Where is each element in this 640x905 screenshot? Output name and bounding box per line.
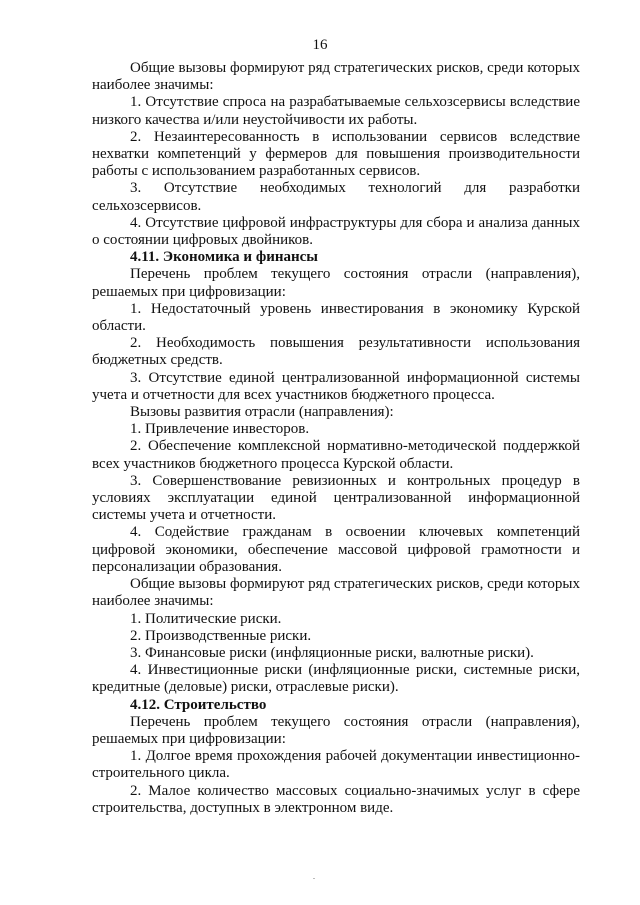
list-item: 3. Совершенствование ревизионных и контрольных процедур в условиях эксплуатации единой централизованной информационной системы учета и отчетности. [92,472,580,524]
list-item: 2. Производственные риски. [130,627,312,644]
list-item: 1. Политические риски. [130,610,282,627]
section-heading-construction: 4.12. Строительство [130,696,267,713]
list-item: 3. Финансовые риски (инфляционные риски, валютные риски). [130,644,534,661]
section-heading-economy-finance: 4.11. Экономика и финансы [130,249,318,266]
list-item: 1. Долгое время прохождения рабочей документации инвестиционно-строительного цикла. [92,748,580,782]
paragraph: Перечень проблем текущего состояния отрасли (направления), решаемых при цифровизации: [92,266,580,300]
list-item: 4. Содействие гражданам в освоении ключевых компетенций цифровой экономики, обеспечение массовой цифровой грамотности и персонализации образования. [92,524,580,575]
list-item: 4. Инвестиционные риски (инфляционные риски, системные риски, кредитные (деловые) риски, отраслевые риски). [92,662,580,696]
list-item: 2. Незаинтересованность в использовании сервисов вследствие нехватки компетенций у фермеров для повышения производительности работы с использованием разработанных сервисов. [92,128,580,180]
paragraph: Общие вызовы формируют ряд стратегических рисков, среди которых наиболее значимы: [92,576,580,610]
list-item: 1. Недостаточный уровень инвестирования в экономику Курской области. [92,300,580,335]
paragraph: Общие вызовы формируют ряд стратегических рисков, среди которых наиболее значимы: [92,60,580,94]
list-item: 4. Отсутствие цифровой инфраструктуры для сбора и анализа данных о состоянии цифровых двойников. [92,214,580,249]
paragraph: Вызовы развития отрасли (направления): [130,404,394,421]
list-item: 3. Отсутствие единой централизованной информационной системы учета и отчетности для всех участников бюджетного процесса. [92,369,580,403]
list-item: 2. Необходимость повышения результативности использования бюджетных средств. [92,335,580,369]
list-item: 1. Отсутствие спроса на разрабатываемые сельхозсервисы вследствие низкого качества и/или неустойчивости их работы. [92,94,580,128]
list-item: 2. Обеспечение комплексной нормативно-методической поддержкой всех участников бюджетного процесса Курской области. [92,438,580,472]
page-number: 16 [312,37,328,53]
list-item: 1. Привлечение инвесторов. [130,421,310,438]
document-body [92,60,580,817]
list-item: 2. Малое количество массовых социально-значимых услуг в сфере строительства, доступных в электронном виде. [92,782,580,816]
paragraph: Перечень проблем текущего состояния отрасли (направления), решаемых при цифровизации: [92,713,580,747]
scan-speck [313,878,315,879]
list-item: 3. Отсутствие необходимых технологий для разработки сельхозсервисов. [92,180,580,214]
